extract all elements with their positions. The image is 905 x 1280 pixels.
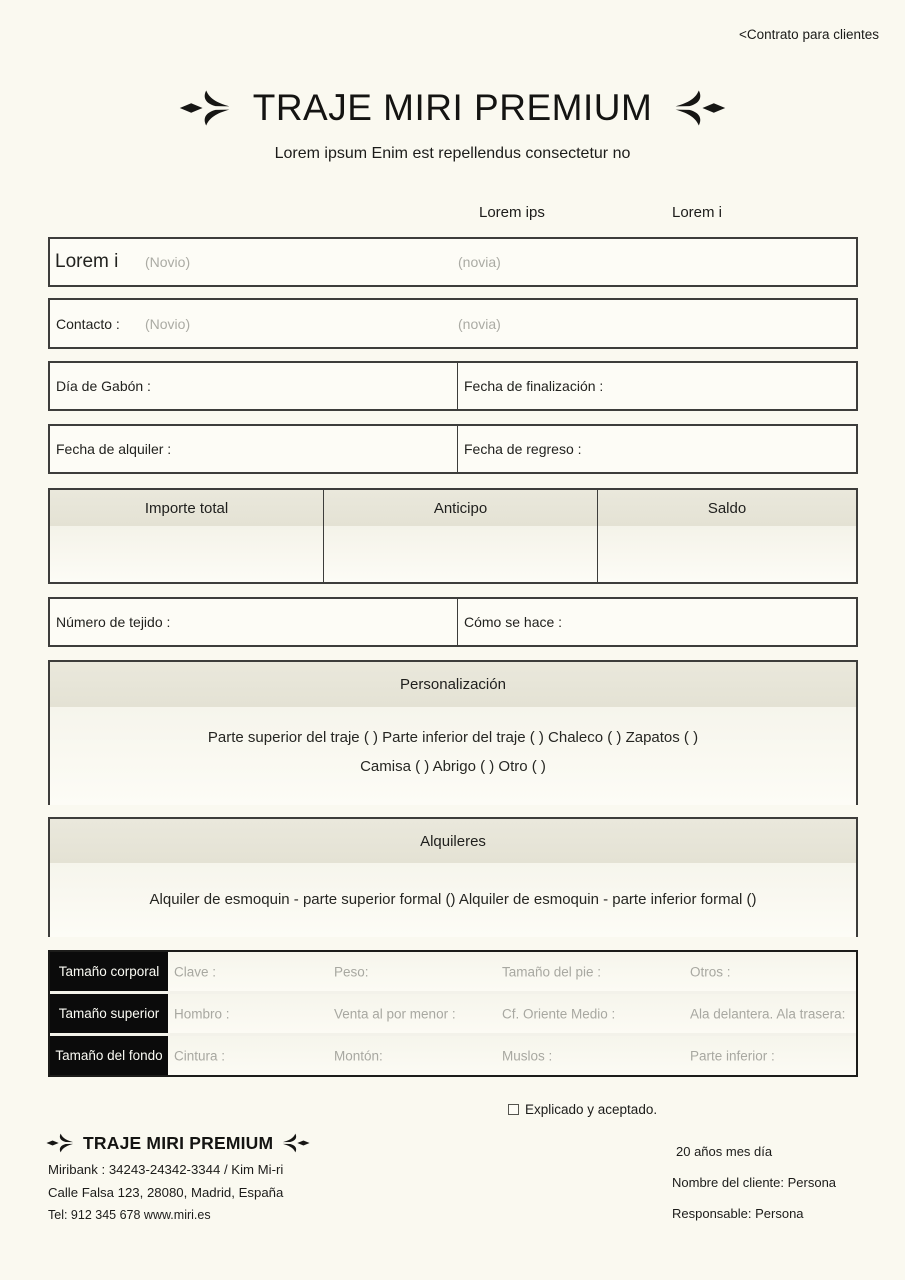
how-made-label: Cómo se hace : — [464, 614, 563, 630]
brand-header — [0, 84, 905, 132]
fleuron-left-icon — [46, 1131, 74, 1155]
column-label-bride: Lorem i — [672, 204, 723, 221]
contact-field-row[interactable] — [48, 298, 858, 349]
bride-contact-placeholder: (novia) — [458, 315, 501, 332]
amount-deposit-input-area[interactable] — [324, 526, 597, 582]
end-date-label: Fecha de finalización : — [464, 378, 604, 394]
size-field-label: Otros : — [690, 964, 731, 979]
size-field-label: Cintura : — [174, 1048, 226, 1063]
customization-section — [48, 660, 858, 805]
size-field-label: Cf. Oriente Medio : — [502, 1006, 616, 1021]
size-field-label: Venta al por menor : — [334, 1006, 456, 1021]
amount-total-input-area[interactable] — [50, 526, 323, 582]
agreement-label: Explicado y aceptado. — [525, 1102, 658, 1117]
rentals-header: Alquileres — [50, 819, 856, 863]
column-label-groom: Lorem ips — [479, 204, 545, 221]
amount-table — [48, 488, 858, 584]
amount-total-column[interactable] — [50, 490, 323, 582]
page-subtitle: Lorem ipsum Enim est repellendus consectetur no — [274, 145, 631, 162]
fleuron-right-icon — [674, 86, 726, 130]
footer-brand — [46, 1131, 310, 1155]
end-date-cell[interactable] — [457, 363, 856, 409]
rentals-section — [48, 817, 858, 937]
fabric-number-label: Número de tejido : — [56, 614, 171, 630]
footer-logo-text: TRAJE MIRI PREMIUM — [83, 1132, 274, 1153]
size-field-label: Ala delantera. Ala trasera: — [690, 1006, 846, 1021]
size-row-bottom-header: Tamaño del fondo — [50, 1036, 168, 1075]
groom-name-placeholder: (Novio) — [145, 254, 191, 270]
amount-balance-column[interactable] — [597, 490, 856, 582]
signature-date-line: 20 años mes día — [676, 1144, 773, 1159]
footer-address-line: Calle Falsa 123, 28080, Madrid, España — [48, 1185, 284, 1200]
contact-label: Contacto : — [56, 315, 120, 332]
size-field-label: Clave : — [174, 964, 217, 979]
size-row-top[interactable] — [50, 994, 856, 1033]
size-field-label: Montón: — [334, 1048, 383, 1063]
names-label: Lorem i — [55, 251, 119, 272]
size-field-label: Peso: — [334, 964, 369, 979]
size-table — [48, 950, 858, 1077]
signature-manager-line: Responsable: Persona — [672, 1206, 804, 1221]
customization-options-line2: Camisa ( ) Abrigo ( ) Otro ( ) — [360, 758, 546, 775]
rental-date-label: Fecha de alquiler : — [56, 441, 172, 457]
size-row-body-header: Tamaño corporal — [50, 952, 168, 991]
groom-contact-placeholder: (Novio) — [145, 315, 191, 332]
amount-total-header: Importe total — [50, 490, 323, 526]
customization-header: Personalización — [50, 662, 856, 707]
event-date-label: Día de Gabón : — [56, 378, 151, 394]
size-field-label: Muslos : — [502, 1048, 553, 1063]
customization-options-line1: Parte superior del traje ( ) Parte inferior del traje ( ) Chaleco ( ) Zapatos ( ) — [207, 729, 699, 746]
fleuron-right-icon — [282, 1131, 310, 1155]
document-type-note: <Contrato para clientes — [739, 27, 879, 42]
return-date-label: Fecha de regreso : — [464, 441, 582, 457]
footer-tel-line: Tel: 912 345 678 www.miri.es — [48, 1208, 211, 1222]
agreement-row — [508, 1102, 657, 1117]
rentals-options-line1: Alquiler de esmoquin - parte superior formal () Alquiler de esmoquin - parte inferior formal () — [149, 891, 757, 908]
bride-name-placeholder: (novia) — [458, 254, 501, 270]
fleuron-left-icon — [179, 86, 231, 130]
amount-deposit-column[interactable] — [323, 490, 597, 582]
size-row-body[interactable] — [50, 952, 856, 991]
rental-date-row[interactable] — [48, 424, 858, 474]
size-field-label: Tamaño del pie : — [502, 964, 602, 979]
size-row-bottom[interactable] — [50, 1036, 856, 1075]
names-field-row[interactable] — [48, 237, 858, 287]
fabric-row[interactable] — [48, 597, 858, 647]
signature-client-line: Nombre del cliente: Persona — [672, 1175, 837, 1190]
footer-bank-line: Miribank : 34243-24342-3344 / Kim Mi-ri — [48, 1162, 284, 1177]
size-row-top-header: Tamaño superior — [50, 994, 168, 1033]
return-date-cell[interactable] — [457, 426, 856, 472]
page-title: TRAJE MIRI PREMIUM — [252, 87, 653, 128]
amount-deposit-header: Anticipo — [324, 490, 597, 526]
amount-balance-input-area[interactable] — [598, 526, 856, 582]
customization-options[interactable] — [50, 707, 856, 805]
rentals-options[interactable] — [50, 863, 856, 937]
how-made-cell[interactable] — [457, 599, 856, 645]
amount-balance-header: Saldo — [598, 490, 856, 526]
event-date-row[interactable] — [48, 361, 858, 411]
agreement-checkbox[interactable] — [508, 1104, 519, 1115]
size-field-label: Hombro : — [174, 1006, 230, 1021]
size-field-label: Parte inferior : — [690, 1048, 775, 1063]
